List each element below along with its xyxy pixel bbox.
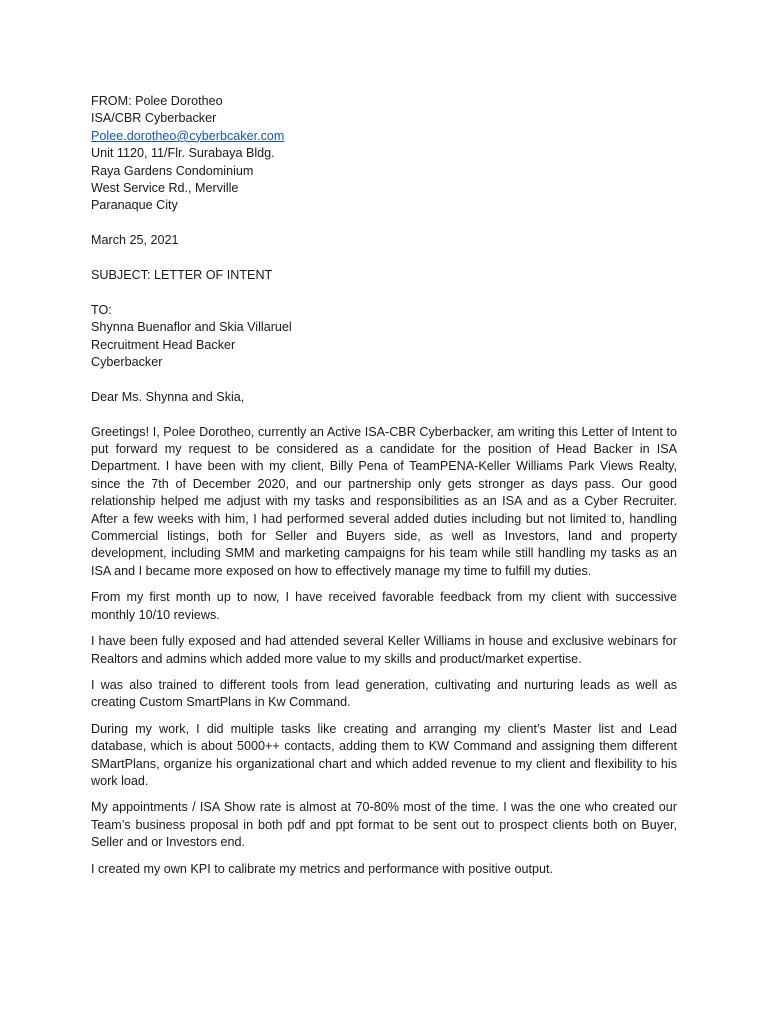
sender-role: ISA/CBR Cyberbacker [91,111,217,126]
sender-block [91,93,677,215]
body-paragraph: My appointments / ISA Show rate is almost at 70-80% most of the time. I was the one who created our Team’s business proposal in both pdf and ppt format to be sent out to prospect clients both on Buyer, Seller and or Investors end. [91,800,677,850]
body-paragraph: I have been fully exposed and had attended several Keller Williams in house and exclusive webinars for Realtors and admins which added more value to my skills and product/market expertise. [91,634,677,666]
address-line: West Service Rd., Merville [91,181,239,196]
from-line: FROM: Polee Dorotheo [91,94,223,108]
recipient-line: Shynna Buenaflor and Skia Villaruel [91,320,292,335]
address-line: Unit 1120, 11/Flr. Surabaya Bldg. [91,146,275,161]
body-paragraph: I was also trained to different tools from lead generation, cultivating and nurturing leads as well as creating Custom SmartPlans in Kw Command. [91,677,677,710]
address-line: Raya Gardens Condominium [91,163,254,178]
recipient-block [91,302,677,372]
sender-email-link[interactable]: Polee.dorotheo@cyberbcaker.com [91,128,285,143]
letter-body [91,424,677,878]
letter-subject: SUBJECT: LETTER OF INTENT [91,268,273,283]
letter-page [91,93,677,887]
salutation: Dear Ms. Shynna and Skia, [91,389,245,404]
recipient-line: Recruitment Head Backer [91,337,236,352]
body-paragraph: Greetings! I, Polee Dorotheo, currently an Active ISA-CBR Cyberbacker, am writing this Letter of Intent to put forward my request to be considered as a candidate for the position of Head Backer in ISA Department. I have been with my client, Billy Pena of TeamPENA-Keller Williams Park Views Realty, since the 7th of December 2020, and our partnership only gets stronger as days pass. Our good relationship helped me adjust with my tasks and responsibilities as an ISA and as a Cyber Recruiter. After a few weeks with him, I had performed several added duties including but not limited to, handling Commercial listings, both for Seller and Buyers side, as well as Investors, land and property development, including SMM and marketing campaigns for his team while still handling my tasks as an ISA and I became more exposed on how to effectively manage my time to fulfill my duties. [91,424,677,578]
to-label: TO: [91,302,112,317]
letter-date: March 25, 2021 [91,233,179,248]
body-paragraph: During my work, I did multiple tasks like creating and arranging my client’s Master list and Lead database, which is about 5000++ contacts, adding them to KW Command and assigning them different SMartPlans, organize his organizational chart and which added revenue to my client and flexibility to his work load. [91,721,677,788]
body-paragraph: I created my own KPI to calibrate my metrics and performance with positive output. [91,861,553,876]
body-paragraph: From my first month up to now, I have received favorable feedback from my client with successive monthly 10/10 reviews. [91,590,677,622]
address-line: Paranaque City [91,198,178,213]
recipient-line: Cyberbacker [91,355,163,370]
